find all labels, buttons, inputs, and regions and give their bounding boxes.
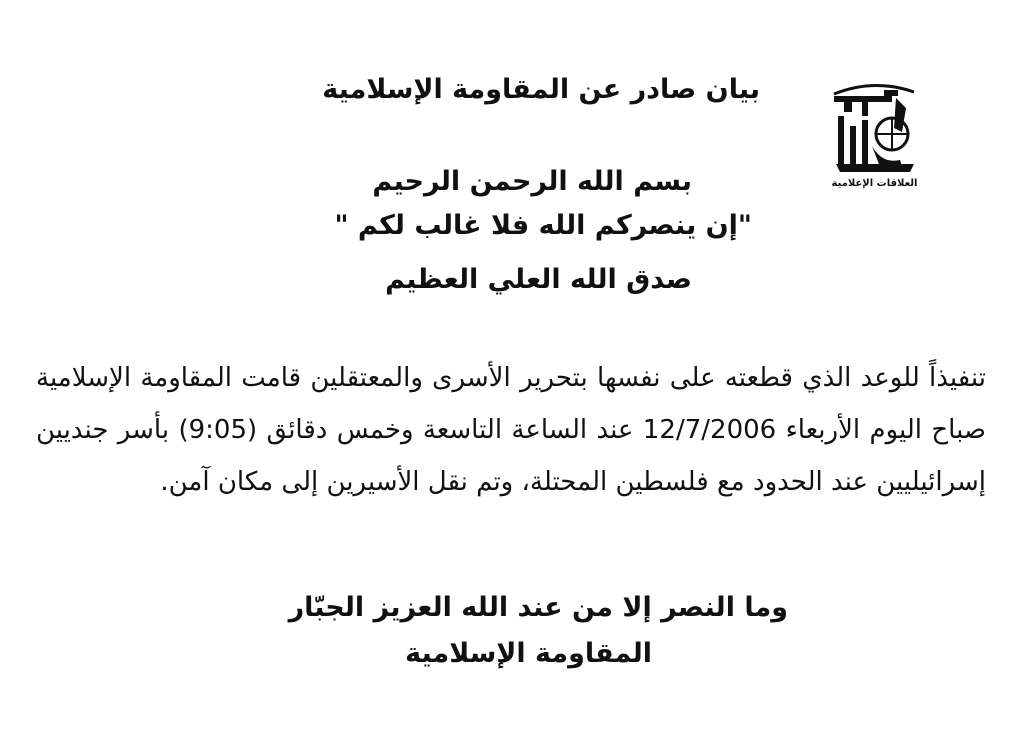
closing-phrase: وما النصر إلا من عند الله العزيز الجبّار — [288, 592, 788, 623]
emblem-icon — [822, 76, 927, 181]
basmala: بسم الله الرحمن الرحيم — [372, 166, 692, 197]
quran-verse: "إن ينصركم الله فلا غالب لكم " — [334, 210, 752, 241]
organization-logo — [822, 76, 927, 196]
page-title: بيان صادر عن المقاومة الإسلامية — [322, 74, 760, 105]
verse-closing: صدق الله العلي العظيم — [385, 264, 692, 295]
logo-caption: العلاقات الإعلامية — [831, 178, 918, 189]
signature: المقاومة الإسلامية — [405, 638, 652, 669]
statement-body: تنفيذاً للوعد الذي قطعته على نفسها بتحرير الأسرى والمعتقلين قامت المقاومة الإسلامية صباح اليوم الأربعاء 12/7/2006 عند الساعة التاسعة وخمس دقائق (9:05) بأسر جنديين إسرائيليين عند الحدود مع فلسطين المحتلة، وتم نقل الأسيرين إلى مكان آمن. — [36, 363, 986, 497]
